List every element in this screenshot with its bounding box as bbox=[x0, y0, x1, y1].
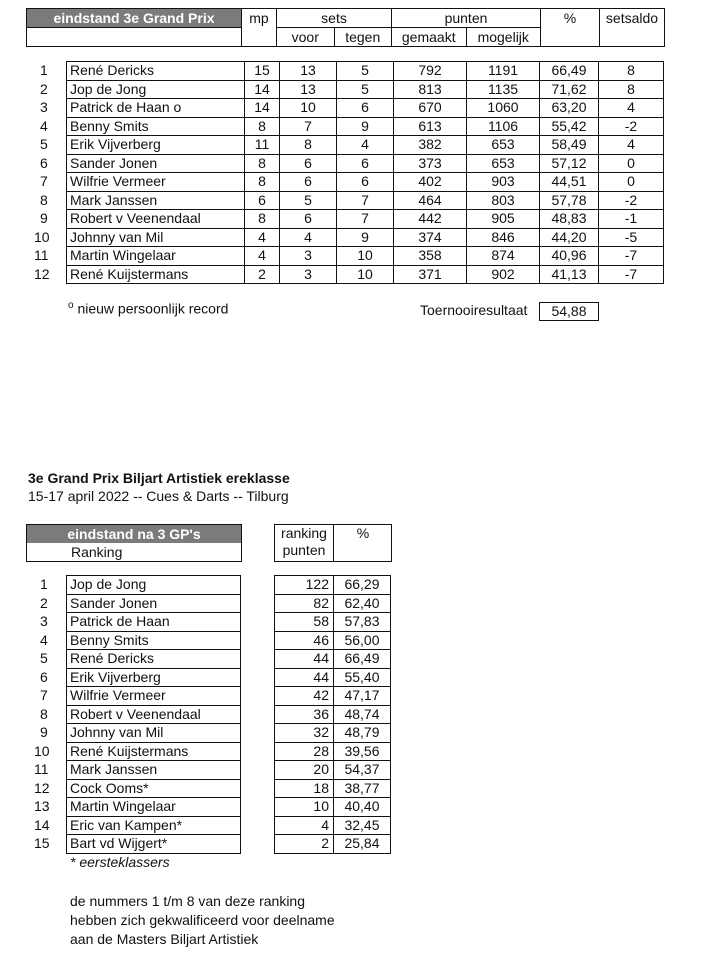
table-row bbox=[67, 650, 241, 669]
player-name: Bart vd Wijgert* bbox=[67, 835, 241, 854]
ranking-col-header bbox=[274, 524, 392, 562]
table-row bbox=[67, 62, 664, 81]
note-line: hebben zich gekwalificeerd voor deelname bbox=[70, 912, 335, 928]
voor-value: 6 bbox=[280, 154, 337, 173]
ranking-points-value: 122 bbox=[275, 576, 334, 595]
gp3-header-setsaldo: setsaldo bbox=[600, 9, 665, 28]
rank-number: 3 bbox=[40, 613, 48, 629]
ranking-col-points-line1: ranking bbox=[281, 525, 327, 541]
gp3-header-gemaakt: gemaakt bbox=[392, 28, 467, 47]
player-name: Erik Vijverberg bbox=[67, 668, 241, 687]
tegen-value: 6 bbox=[337, 99, 394, 118]
voor-value: 10 bbox=[280, 99, 337, 118]
table-row bbox=[67, 247, 664, 266]
record-mark: o bbox=[68, 300, 74, 311]
note-line: aan de Masters Biljart Artistiek bbox=[70, 931, 259, 947]
ranking-points-value: 58 bbox=[275, 613, 334, 632]
setsaldo-value: -1 bbox=[599, 210, 664, 229]
ranking-points-value: 20 bbox=[275, 761, 334, 780]
ranking-subtitle: Ranking bbox=[71, 544, 123, 560]
table-row bbox=[67, 228, 664, 247]
mogelijk-value: 1106 bbox=[467, 117, 540, 136]
ranking-pct-value: 57,83 bbox=[334, 613, 391, 632]
player-name: Martin Wingelaar bbox=[67, 798, 241, 817]
table-row bbox=[275, 779, 391, 798]
gp3-header-pct: % bbox=[541, 9, 600, 28]
table-row bbox=[275, 687, 391, 706]
gemaakt-value: 464 bbox=[394, 191, 467, 210]
pct-value: 57,12 bbox=[540, 154, 599, 173]
player-name: Jop de Jong bbox=[67, 576, 241, 595]
rank-number: 13 bbox=[34, 798, 50, 814]
ranking-names-table bbox=[66, 575, 241, 854]
ranking-points-value: 46 bbox=[275, 631, 334, 650]
mp-value: 6 bbox=[245, 191, 280, 210]
player-name: Johnny van Mil bbox=[67, 724, 241, 743]
setsaldo-value: 8 bbox=[599, 80, 664, 99]
table-row bbox=[67, 742, 241, 761]
gemaakt-value: 371 bbox=[394, 265, 467, 284]
rank-number: 12 bbox=[34, 265, 50, 282]
ranking-values-table bbox=[274, 575, 391, 854]
pct-value: 41,13 bbox=[540, 265, 599, 284]
tegen-value: 9 bbox=[337, 228, 394, 247]
table-row bbox=[67, 117, 664, 136]
player-name: Wilfrie Vermeer bbox=[67, 687, 241, 706]
player-name: Robert v Veenendaal bbox=[67, 210, 245, 229]
player-name: Mark Janssen bbox=[67, 191, 245, 210]
player-name: René Dericks bbox=[67, 650, 241, 669]
mp-value: 14 bbox=[245, 80, 280, 99]
table-row bbox=[67, 80, 664, 99]
voor-value: 3 bbox=[280, 265, 337, 284]
rank-number: 8 bbox=[40, 705, 48, 722]
ranking-footnote: * eersteklassers bbox=[70, 854, 170, 870]
gp3-header-mp: mp bbox=[242, 9, 277, 28]
gp3-rank-column bbox=[26, 61, 66, 283]
player-name: Mark Janssen bbox=[67, 761, 241, 780]
mp-value: 4 bbox=[245, 247, 280, 266]
tournament-result-value: 54,88 bbox=[539, 302, 599, 321]
table-row bbox=[67, 136, 664, 155]
pct-value: 40,96 bbox=[540, 247, 599, 266]
table-row bbox=[67, 798, 241, 817]
rank-number: 2 bbox=[40, 80, 48, 97]
gemaakt-value: 670 bbox=[394, 99, 467, 118]
rank-number: 6 bbox=[40, 668, 48, 685]
pct-value: 44,51 bbox=[540, 173, 599, 192]
table-row bbox=[67, 687, 241, 706]
voor-value: 13 bbox=[280, 80, 337, 99]
table-row bbox=[275, 798, 391, 817]
table-row bbox=[275, 650, 391, 669]
table-row bbox=[275, 594, 391, 613]
gemaakt-value: 442 bbox=[394, 210, 467, 229]
rank-number: 11 bbox=[34, 247, 49, 263]
gp3-footnote bbox=[68, 300, 228, 317]
mp-value: 11 bbox=[245, 136, 280, 155]
setsaldo-value: 4 bbox=[599, 99, 664, 118]
player-name: Sander Jonen bbox=[67, 594, 241, 613]
table-row bbox=[275, 835, 391, 854]
player-name: Benny Smits bbox=[67, 117, 245, 136]
voor-value: 6 bbox=[280, 210, 337, 229]
rank-number: 5 bbox=[40, 650, 48, 666]
player-name: René Dericks bbox=[67, 62, 245, 81]
player-name: Eric van Kampen* bbox=[67, 816, 241, 835]
gp3-header-punten: punten bbox=[392, 9, 541, 28]
mogelijk-value: 902 bbox=[467, 265, 540, 284]
ranking-pct-value: 47,17 bbox=[334, 687, 391, 706]
rank-number: 12 bbox=[34, 779, 50, 796]
rank-number: 4 bbox=[40, 117, 48, 134]
tegen-value: 10 bbox=[337, 265, 394, 284]
table-row bbox=[275, 724, 391, 743]
ranking-pct-value: 25,84 bbox=[334, 835, 391, 854]
tegen-value: 10 bbox=[337, 247, 394, 266]
tegen-value: 6 bbox=[337, 173, 394, 192]
gp3-title: eindstand 3e Grand Prix bbox=[27, 9, 242, 28]
table-row bbox=[275, 705, 391, 724]
rank-number: 4 bbox=[40, 631, 48, 648]
pct-value: 66,49 bbox=[540, 62, 599, 81]
voor-value: 13 bbox=[280, 62, 337, 81]
ranking-pct-value: 55,40 bbox=[334, 668, 391, 687]
gp3-header-tegen: tegen bbox=[334, 28, 392, 47]
rank-number: 15 bbox=[34, 835, 50, 851]
tegen-value: 5 bbox=[337, 62, 394, 81]
ranking-pct-value: 39,56 bbox=[334, 742, 391, 761]
gemaakt-value: 374 bbox=[394, 228, 467, 247]
rank-number: 6 bbox=[40, 154, 48, 171]
rank-number: 10 bbox=[34, 228, 50, 245]
ranking-col-points-line2: punten bbox=[282, 542, 326, 558]
rank-number: 9 bbox=[40, 210, 48, 226]
rank-number: 2 bbox=[40, 594, 48, 611]
table-row bbox=[275, 816, 391, 835]
pct-value: 57,78 bbox=[540, 191, 599, 210]
player-name: René Kuijstermans bbox=[67, 742, 241, 761]
rank-number: 9 bbox=[40, 724, 48, 740]
gp3-results-table bbox=[66, 61, 664, 284]
tegen-value: 5 bbox=[337, 80, 394, 99]
mp-value: 4 bbox=[245, 228, 280, 247]
tournament-result-label: Toernooiresultaat bbox=[420, 302, 528, 318]
pct-value: 44,20 bbox=[540, 228, 599, 247]
pct-value: 63,20 bbox=[540, 99, 599, 118]
ranking-points-value: 10 bbox=[275, 798, 334, 817]
player-name: Martin Wingelaar bbox=[67, 247, 245, 266]
ranking-pct-value: 54,37 bbox=[334, 761, 391, 780]
table-row bbox=[67, 668, 241, 687]
table-row bbox=[67, 613, 241, 632]
table-row bbox=[67, 99, 664, 118]
gemaakt-value: 373 bbox=[394, 154, 467, 173]
setsaldo-value: 8 bbox=[599, 62, 664, 81]
setsaldo-value: -5 bbox=[599, 228, 664, 247]
pct-value: 55,42 bbox=[540, 117, 599, 136]
mp-value: 8 bbox=[245, 117, 280, 136]
event-subtitle: 15-17 april 2022 -- Cues & Darts -- Tilburg bbox=[28, 488, 289, 504]
table-row bbox=[67, 816, 241, 835]
gp3-header-mogelijk: mogelijk bbox=[466, 28, 541, 47]
table-row bbox=[275, 668, 391, 687]
table-row bbox=[275, 761, 391, 780]
table-row bbox=[67, 631, 241, 650]
gemaakt-value: 358 bbox=[394, 247, 467, 266]
player-name: Cock Ooms* bbox=[67, 779, 241, 798]
ranking-pct-value: 48,79 bbox=[334, 724, 391, 743]
ranking-pct-value: 66,49 bbox=[334, 650, 391, 669]
gp3-header-table bbox=[26, 8, 665, 47]
table-row bbox=[67, 173, 664, 192]
player-name: Wilfrie Vermeer bbox=[67, 173, 245, 192]
player-name: René Kuijstermans bbox=[67, 265, 245, 284]
table-row bbox=[67, 705, 241, 724]
ranking-points-value: 18 bbox=[275, 779, 334, 798]
mp-value: 2 bbox=[245, 265, 280, 284]
tegen-value: 6 bbox=[337, 154, 394, 173]
ranking-points-value: 42 bbox=[275, 687, 334, 706]
player-name: Benny Smits bbox=[67, 631, 241, 650]
player-name: Sander Jonen bbox=[67, 154, 245, 173]
gemaakt-value: 613 bbox=[394, 117, 467, 136]
table-row bbox=[67, 154, 664, 173]
rank-number: 3 bbox=[40, 99, 48, 115]
table-row bbox=[67, 779, 241, 798]
rank-number: 7 bbox=[40, 173, 48, 189]
rank-number: 14 bbox=[34, 816, 50, 833]
tegen-value: 7 bbox=[337, 191, 394, 210]
voor-value: 8 bbox=[280, 136, 337, 155]
player-name: Johnny van Mil bbox=[67, 228, 245, 247]
rank-number: 1 bbox=[40, 576, 48, 592]
ranking-points-value: 44 bbox=[275, 668, 334, 687]
mp-value: 8 bbox=[245, 154, 280, 173]
mogelijk-value: 903 bbox=[467, 173, 540, 192]
pct-value: 48,83 bbox=[540, 210, 599, 229]
tegen-value: 9 bbox=[337, 117, 394, 136]
rank-number: 7 bbox=[40, 687, 48, 703]
tegen-value: 7 bbox=[337, 210, 394, 229]
ranking-pct-value: 48,74 bbox=[334, 705, 391, 724]
gemaakt-value: 402 bbox=[394, 173, 467, 192]
ranking-col-pct: % bbox=[356, 525, 370, 541]
ranking-title: eindstand na 3 GP's bbox=[27, 525, 241, 543]
record-text: nieuw persoonlijk record bbox=[77, 300, 229, 317]
player-name: Jop de Jong bbox=[67, 80, 245, 99]
rank-number: 10 bbox=[34, 742, 50, 759]
voor-value: 5 bbox=[280, 191, 337, 210]
mogelijk-value: 653 bbox=[467, 136, 540, 155]
gp3-header-sets: sets bbox=[277, 9, 392, 28]
setsaldo-value: -7 bbox=[599, 247, 664, 266]
mp-value: 8 bbox=[245, 173, 280, 192]
player-name: Patrick de Haan o bbox=[67, 99, 245, 118]
mogelijk-value: 874 bbox=[467, 247, 540, 266]
mogelijk-value: 846 bbox=[467, 228, 540, 247]
mogelijk-value: 803 bbox=[467, 191, 540, 210]
table-row bbox=[67, 191, 664, 210]
mogelijk-value: 1135 bbox=[467, 80, 540, 99]
rank-number: 8 bbox=[40, 191, 48, 208]
ranking-points-value: 4 bbox=[275, 816, 334, 835]
voor-value: 7 bbox=[280, 117, 337, 136]
setsaldo-value: 0 bbox=[599, 154, 664, 173]
mogelijk-value: 653 bbox=[467, 154, 540, 173]
player-name: Patrick de Haan bbox=[67, 613, 241, 632]
ranking-points-value: 32 bbox=[275, 724, 334, 743]
table-row bbox=[67, 724, 241, 743]
event-title: 3e Grand Prix Biljart Artistiek ereklasse bbox=[28, 470, 290, 486]
voor-value: 3 bbox=[280, 247, 337, 266]
pct-value: 58,49 bbox=[540, 136, 599, 155]
ranking-points-value: 36 bbox=[275, 705, 334, 724]
ranking-points-value: 82 bbox=[275, 594, 334, 613]
table-row bbox=[67, 576, 241, 595]
mp-value: 8 bbox=[245, 210, 280, 229]
table-row bbox=[275, 631, 391, 650]
pct-value: 71,62 bbox=[540, 80, 599, 99]
note-line: de nummers 1 t/m 8 van deze ranking bbox=[70, 893, 306, 909]
gp3-header-voor: voor bbox=[277, 28, 335, 47]
rank-number: 5 bbox=[40, 136, 48, 152]
ranking-points-value: 44 bbox=[275, 650, 334, 669]
setsaldo-value: -7 bbox=[599, 265, 664, 284]
rank-number: 11 bbox=[34, 761, 49, 777]
ranking-header-box bbox=[26, 524, 242, 562]
table-row bbox=[67, 594, 241, 613]
table-row bbox=[67, 265, 664, 284]
gemaakt-value: 813 bbox=[394, 80, 467, 99]
gemaakt-value: 382 bbox=[394, 136, 467, 155]
setsaldo-value: -2 bbox=[599, 191, 664, 210]
ranking-pct-value: 32,45 bbox=[334, 816, 391, 835]
tegen-value: 4 bbox=[337, 136, 394, 155]
table-row bbox=[275, 576, 391, 595]
ranking-rank-column bbox=[26, 575, 66, 853]
ranking-pct-value: 62,40 bbox=[334, 594, 391, 613]
ranking-pct-value: 38,77 bbox=[334, 779, 391, 798]
table-row bbox=[275, 613, 391, 632]
ranking-pct-value: 40,40 bbox=[334, 798, 391, 817]
voor-value: 4 bbox=[280, 228, 337, 247]
table-row bbox=[67, 761, 241, 780]
ranking-pct-value: 56,00 bbox=[334, 631, 391, 650]
setsaldo-value: 4 bbox=[599, 136, 664, 155]
setsaldo-value: -2 bbox=[599, 117, 664, 136]
setsaldo-value: 0 bbox=[599, 173, 664, 192]
table-row bbox=[67, 210, 664, 229]
player-name: Robert v Veenendaal bbox=[67, 705, 241, 724]
mp-value: 14 bbox=[245, 99, 280, 118]
voor-value: 6 bbox=[280, 173, 337, 192]
rank-number: 1 bbox=[40, 62, 48, 78]
table-row bbox=[67, 835, 241, 854]
ranking-points-value: 2 bbox=[275, 835, 334, 854]
qualification-note bbox=[70, 892, 335, 949]
mogelijk-value: 1060 bbox=[467, 99, 540, 118]
gemaakt-value: 792 bbox=[394, 62, 467, 81]
player-name: Erik Vijverberg bbox=[67, 136, 245, 155]
ranking-points-value: 28 bbox=[275, 742, 334, 761]
table-row bbox=[275, 742, 391, 761]
mogelijk-value: 1191 bbox=[467, 62, 540, 81]
ranking-pct-value: 66,29 bbox=[334, 576, 391, 595]
mp-value: 15 bbox=[245, 62, 280, 81]
mogelijk-value: 905 bbox=[467, 210, 540, 229]
